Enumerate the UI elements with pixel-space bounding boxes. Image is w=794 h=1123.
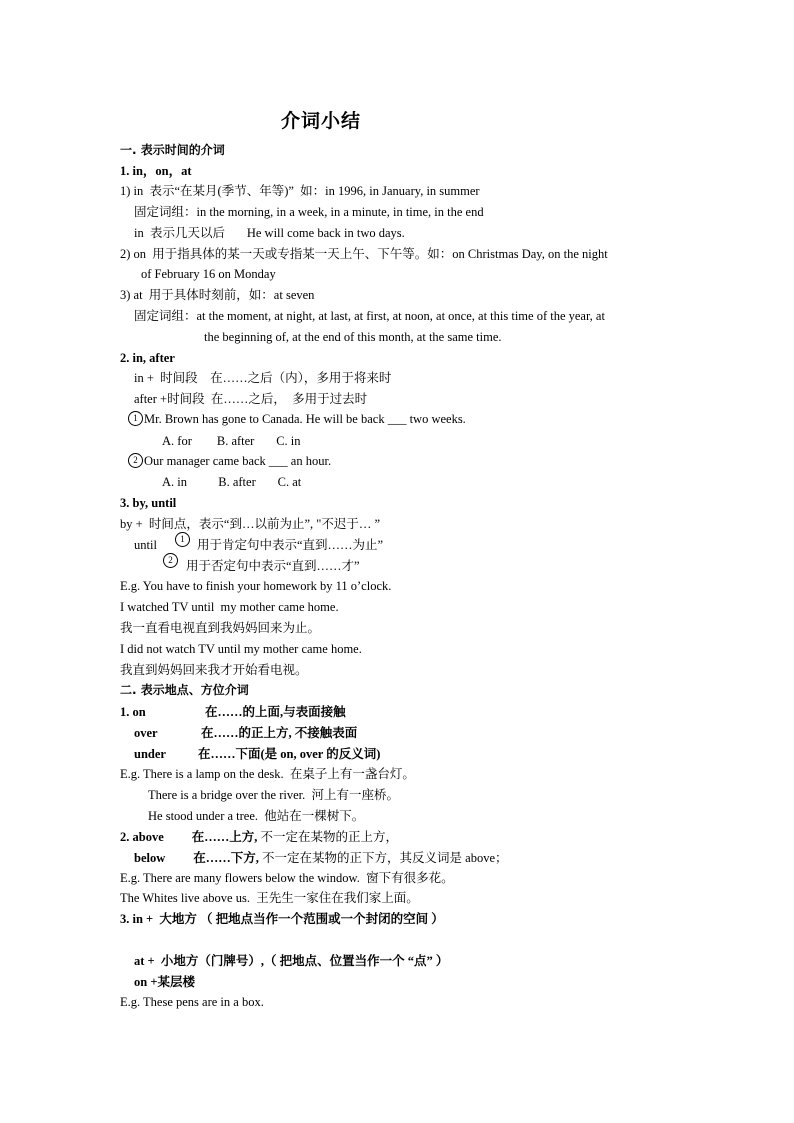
circled-number-2: 2 (163, 553, 178, 568)
subsection-1-1-heading: 1. in，on，at (120, 164, 192, 178)
question-1 (128, 411, 466, 427)
example-line: E.g. There is a lamp on the desk. 在桌子上有一盏台灯。 (120, 767, 415, 781)
term-below-line (134, 850, 508, 866)
term-above: 2. above (120, 830, 164, 844)
term-below-meaning: 在……下方, (193, 851, 259, 865)
term-over-meaning: 在……的正上方, 不接触表面 (201, 726, 358, 740)
text-line: 固定词组：in the morning, in a week, in a minute, in time, in the end (134, 205, 484, 219)
question-2-text: Our manager came back ___ an hour. (144, 454, 332, 468)
example-line: 我直到妈妈回来我才开始看电视。 (120, 663, 308, 677)
term-on-meaning: 在……的上面,与表面接触 (205, 705, 346, 719)
text-line: 2) on 用于指具体的某一天或专指某一天上午、下午等。如：on Christmas Day, on the night (120, 247, 608, 261)
text-line: 3) at 用于具体时刻前，如：at seven (120, 288, 315, 302)
example-line: 我一直看电视直到我妈妈回来为止。 (120, 621, 321, 635)
question-1-options: A. for B. after C. in (162, 434, 301, 448)
example-line: E.g. There are many flowers below the window. 窗下有很多花。 (120, 871, 454, 885)
text-line: 固定词组：at the moment, at night, at last, at first, at noon, at once, at this time of the year, at (134, 309, 605, 323)
term-in-large-place: 3. in + 大地方 （ 把地点当作一个范围或一个封闭的空间 ） (120, 912, 444, 926)
example-line: There is a bridge over the river. 河上有一座桥。 (148, 788, 399, 802)
term-under: under (134, 747, 166, 761)
term-at-small-place: at + 小地方（门牌号）,（ 把地点、位置当作一个 “点” ） (134, 954, 449, 968)
until-usage-2 (163, 553, 179, 569)
text-line: in 表示几天以后 He will come back in two days. (134, 226, 405, 240)
example-line: E.g. You have to finish your homework by 11 o’clock. (120, 579, 392, 593)
subsection-1-2-heading: 2. in, after (120, 351, 175, 365)
term-above-meaning: 在……上方, (191, 830, 258, 844)
circled-number-1: 1 (175, 532, 190, 547)
example-line: I did not watch TV until my mother came home. (120, 642, 362, 656)
example-line: He stood under a tree. 他站在一棵树下。 (148, 809, 365, 823)
term-under-meaning: 在……下面(是 on, over 的反义词) (198, 747, 381, 761)
term-above-line (120, 829, 398, 845)
question-2-options: A. in B. after C. at (162, 475, 302, 489)
text-line: 1) in 表示“在某月(季节、年等)” 如：in 1996, in January, in summer (120, 184, 480, 198)
term-on: 1. on (120, 705, 146, 719)
example-line: E.g. These pens are in a box. (120, 995, 264, 1009)
term-above-note: 不一定在某物的正上方， (257, 830, 399, 844)
question-2 (128, 453, 331, 469)
until-label: until (134, 538, 157, 552)
term-over: over (134, 726, 158, 740)
until-usage-1 (175, 532, 191, 548)
text-line: the beginning of, at the end of this month, at the same time. (204, 330, 502, 344)
question-1-text: Mr. Brown has gone to Canada. He will be back ___ two weeks. (144, 412, 466, 426)
text-line: 用于肯定句中表示“直到……为止” (197, 538, 384, 552)
text-line: of February 16 on Monday (141, 267, 276, 281)
text-line: in + 时间段 在……之后（内），多用于将来时 (134, 371, 392, 385)
text-line: after +时间段 在……之后， 多用于过去时 (134, 392, 368, 406)
example-line: I watched TV until my mother came home. (120, 600, 339, 614)
section-1-heading: 一. 表示时间的介词 (120, 143, 225, 157)
term-below-note: 不一定在某物的正下方，其反义词是 above； (258, 851, 508, 865)
term-on-floor: on +某层楼 (134, 975, 195, 989)
example-line: The Whites live above us. 王先生一家住在我们家上面。 (120, 891, 419, 905)
page-title: 介词小结 (281, 110, 362, 132)
text-line: by + 时间点，表示“到…以前为止”, "不迟于… ” (120, 517, 381, 531)
subsection-1-3-heading: 3. by, until (120, 496, 177, 510)
circled-number-2: 2 (128, 453, 143, 468)
circled-number-1: 1 (128, 411, 143, 426)
text-line: 用于否定句中表示“直到……才” (186, 559, 360, 573)
term-below: below (134, 851, 166, 865)
section-2-heading: 二. 表示地点、方位介词 (120, 683, 249, 697)
